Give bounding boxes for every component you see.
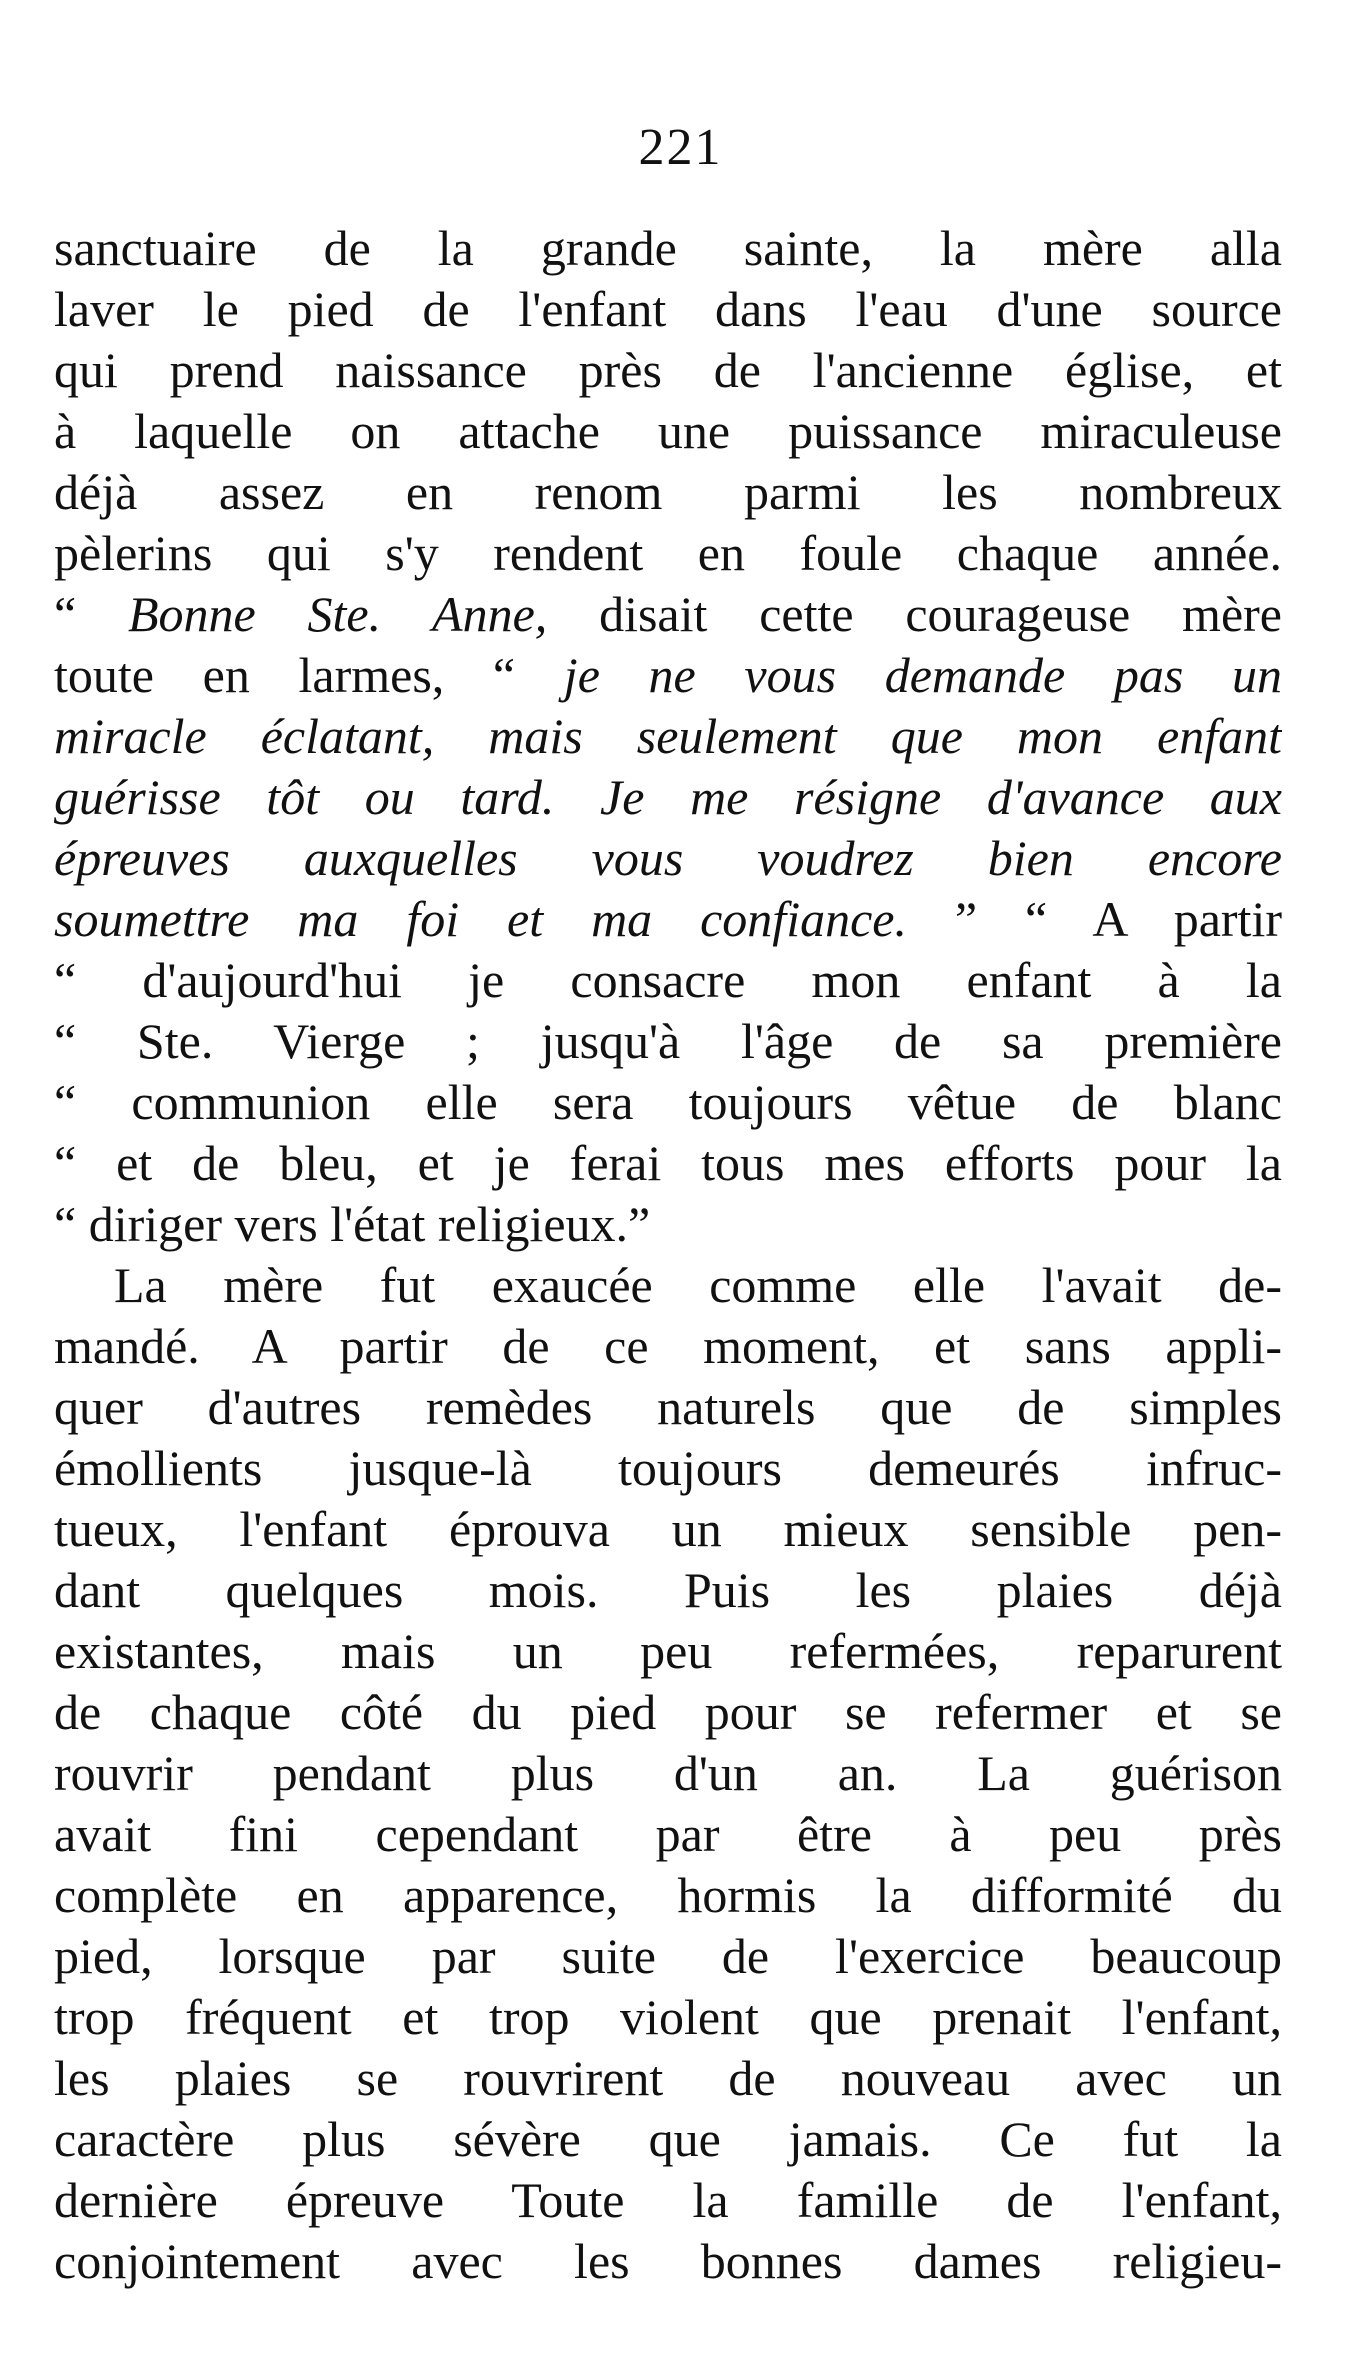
text-segment: pied, lorsque par suite de l'exercice beaucoup <box>54 1928 1282 1984</box>
text-segment: laver le pied de l'enfant dans l'eau d'une source <box>54 281 1282 337</box>
text-segment: rouvrir pendant plus d'un an. La guérison <box>54 1745 1282 1801</box>
text-line <box>54 950 1282 1011</box>
text-line <box>54 1926 1282 1987</box>
italic-text-segment: je ne vous demande pas un <box>563 647 1282 703</box>
text-segment: qui prend naissance près de l'ancienne église, et <box>54 342 1282 398</box>
text-segment: La mère fut exaucée comme elle l'avait de- <box>114 1257 1282 1313</box>
text-line <box>54 1133 1282 1194</box>
text-line <box>54 767 1282 828</box>
text-segment: toute en larmes, “ <box>54 647 564 703</box>
text-line <box>54 889 1282 950</box>
text-line <box>54 1194 1282 1255</box>
text-segment: de chaque côté du pied pour se refermer et se <box>54 1684 1282 1740</box>
text-segment: sanctuaire de la grande sainte, la mère alla <box>54 220 1282 276</box>
text-segment: émollients jusque-là toujours demeurés infruc- <box>54 1440 1282 1496</box>
text-line <box>54 340 1282 401</box>
text-line <box>54 1621 1282 1682</box>
text-line <box>54 1804 1282 1865</box>
text-segment: “ <box>54 586 128 642</box>
text-line <box>54 1438 1282 1499</box>
text-segment: tueux, l'enfant éprouva un mieux sensible pen- <box>54 1501 1282 1557</box>
italic-text-segment: soumettre ma foi et ma confiance. <box>54 891 907 947</box>
italic-text-segment: guérisse tôt ou tard. Je me résigne d'avance aux <box>54 769 1282 825</box>
text-segment: avait fini cependant par être à peu près <box>54 1806 1282 1862</box>
text-line <box>54 1255 1282 1316</box>
text-segment: existantes, mais un peu refermées, reparurent <box>54 1623 1282 1679</box>
text-segment: “ diriger vers l'état religieux.” <box>54 1196 651 1252</box>
text-line <box>54 645 1282 706</box>
text-line <box>54 218 1282 279</box>
italic-text-segment: épreuves auxquelles vous voudrez bien encore <box>54 830 1282 886</box>
text-segment: mandé. A partir de ce moment, et sans appli- <box>54 1318 1282 1374</box>
italic-text-segment: Bonne Ste. Anne, <box>128 586 548 642</box>
text-line <box>54 1072 1282 1133</box>
text-segment: dant quelques mois. Puis les plaies déjà <box>54 1562 1282 1618</box>
text-segment: caractère plus sévère que jamais. Ce fut la <box>54 2111 1282 2167</box>
text-line <box>54 584 1282 645</box>
text-line <box>54 523 1282 584</box>
text-segment: à laquelle on attache une puissance miraculeuse <box>54 403 1282 459</box>
text-line <box>54 1987 1282 2048</box>
text-segment: conjointement avec les bonnes dames religieu- <box>54 2233 1282 2289</box>
text-segment: pèlerins qui s'y rendent en foule chaque année. <box>54 525 1282 581</box>
text-line <box>54 1560 1282 1621</box>
text-segment: “ Ste. Vierge ; jusqu'à l'âge de sa première <box>54 1013 1282 1069</box>
text-line <box>54 828 1282 889</box>
text-line <box>54 1743 1282 1804</box>
text-line <box>54 706 1282 767</box>
text-line <box>54 1682 1282 1743</box>
text-line <box>54 401 1282 462</box>
text-line <box>54 2170 1282 2231</box>
text-segment: “ d'aujourd'hui je consacre mon enfant à la <box>54 952 1282 1008</box>
text-line <box>54 2231 1282 2292</box>
text-line <box>54 279 1282 340</box>
text-segment: ” “ A partir <box>906 891 1282 947</box>
text-segment: complète en apparence, hormis la difformité du <box>54 1867 1282 1923</box>
text-line <box>54 462 1282 523</box>
text-line <box>54 1499 1282 1560</box>
text-segment: trop fréquent et trop violent que prenait l'enfant, <box>54 1989 1282 2045</box>
text-segment: dernière épreuve Toute la famille de l'enfant, <box>54 2172 1282 2228</box>
text-segment: déjà assez en renom parmi les nombreux <box>54 464 1282 520</box>
text-line <box>54 2048 1282 2109</box>
text-line <box>54 1011 1282 1072</box>
text-line <box>54 1865 1282 1926</box>
text-segment: disait cette courageuse mère <box>547 586 1282 642</box>
body-text <box>54 218 1282 2292</box>
text-line <box>54 1316 1282 1377</box>
text-segment: “ et de bleu, et je ferai tous mes efforts pour la <box>54 1135 1282 1191</box>
page-number: 221 <box>638 119 723 176</box>
text-line <box>54 1377 1282 1438</box>
italic-text-segment: miracle éclatant, mais seulement que mon enfant <box>54 708 1282 764</box>
text-segment: les plaies se rouvrirent de nouveau avec un <box>54 2050 1282 2106</box>
text-segment: “ communion elle sera toujours vêtue de blanc <box>54 1074 1282 1130</box>
text-segment: quer d'autres remèdes naturels que de simples <box>54 1379 1282 1435</box>
text-line <box>54 2109 1282 2170</box>
